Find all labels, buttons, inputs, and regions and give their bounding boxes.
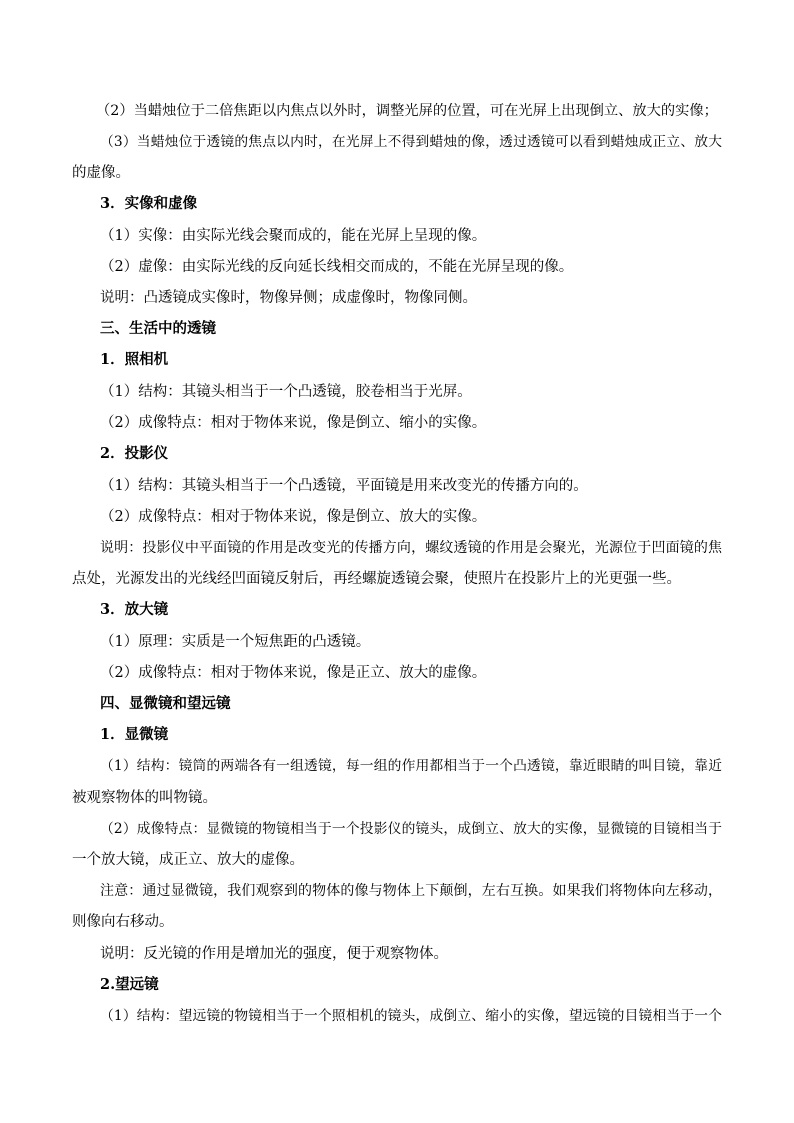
- paragraph-line: （1）结构：其镜头相当于一个凸透镜，胶卷相当于光屏。: [100, 384, 472, 400]
- chapter-heading: 四、显微镜和望远镜: [100, 695, 231, 712]
- note-line: 说明：凸透镜成实像时，物像异侧；成虚像时，物像同侧。: [100, 290, 477, 306]
- paragraph-line: 的虚像。: [72, 165, 130, 181]
- paragraph-line: 一个放大镜，成正立、放大的虚像。: [72, 852, 304, 868]
- note-line: 注意：通过显微镜，我们观察到的物体的像与物体上下颠倒，左右互换。如果我们将物体向左移动，: [100, 883, 722, 899]
- paragraph-line: （2）成像特点：相对于物体来说，像是倒立、缩小的实像。: [100, 415, 487, 431]
- paragraph-line: （1）结构：其镜头相当于一个凸透镜，平面镜是用来改变光的传播方向的。: [100, 478, 588, 494]
- section-heading: 1．照相机: [100, 351, 169, 368]
- paragraph-line: （1）结构：镜筒的两端各有一组透镜，每一组的作用都相当于一个凸透镜，靠近眼睛的叫目镜，靠近: [100, 758, 722, 774]
- section-heading: 3．实像和虚像: [100, 195, 198, 212]
- paragraph-line: 被观察物体的叫物镜。: [72, 790, 217, 806]
- paragraph-line: （1）实像：由实际光线会聚而成的，能在光屏上呈现的像。: [100, 228, 487, 244]
- note-line: 说明：反光镜的作用是增加光的强度，便于观察物体。: [100, 946, 448, 962]
- paragraph-line: （2）当蜡烛位于二倍焦距以内焦点以外时，调整光屏的位置，可在光屏上出现倒立、放大的实像；: [96, 103, 718, 119]
- section-heading: 3．放大镜: [100, 601, 169, 618]
- note-line: 点处，光源发出的光线经凹面镜反射后，再经螺旋透镜会聚，使照片在投影片上的光更强一些。: [72, 571, 681, 587]
- paragraph-line: （2）成像特点：相对于物体来说，像是正立、放大的虚像。: [100, 665, 487, 681]
- paragraph-line: （3）当蜡烛位于透镜的焦点以内时，在光屏上不得到蜡烛的像，透过透镜可以看到蜡烛成正立、放大: [100, 134, 722, 150]
- note-line: 则像向右移动。: [72, 914, 174, 930]
- note-line: 说明：投影仪中平面镜的作用是改变光的传播方向，螺纹透镜的作用是会聚光，光源位于凹面镜的焦: [100, 540, 722, 556]
- paragraph-line: （1）原理：实质是一个短焦距的凸透镜。: [100, 634, 371, 650]
- section-heading: 1．显微镜: [100, 726, 169, 743]
- section-heading: 2．投影仪: [100, 445, 169, 462]
- paragraph-line: （1）结构：望远镜的物镜相当于一个照相机的镜头，成倒立、缩小的实像，望远镜的目镜相当于一个: [100, 1008, 722, 1024]
- chapter-heading: 三、生活中的透镜: [100, 320, 216, 337]
- section-heading: 2.望远镜: [100, 976, 159, 993]
- paragraph-line: （2）虚像：由实际光线的反向延长线相交而成的，不能在光屏呈现的像。: [100, 259, 574, 275]
- paragraph-line: （2）成像特点：显微镜的物镜相当于一个投影仪的镜头，成倒立、放大的实像，显微镜的目镜相当于: [100, 821, 722, 837]
- paragraph-line: （2）成像特点：相对于物体来说，像是倒立、放大的实像。: [100, 509, 487, 525]
